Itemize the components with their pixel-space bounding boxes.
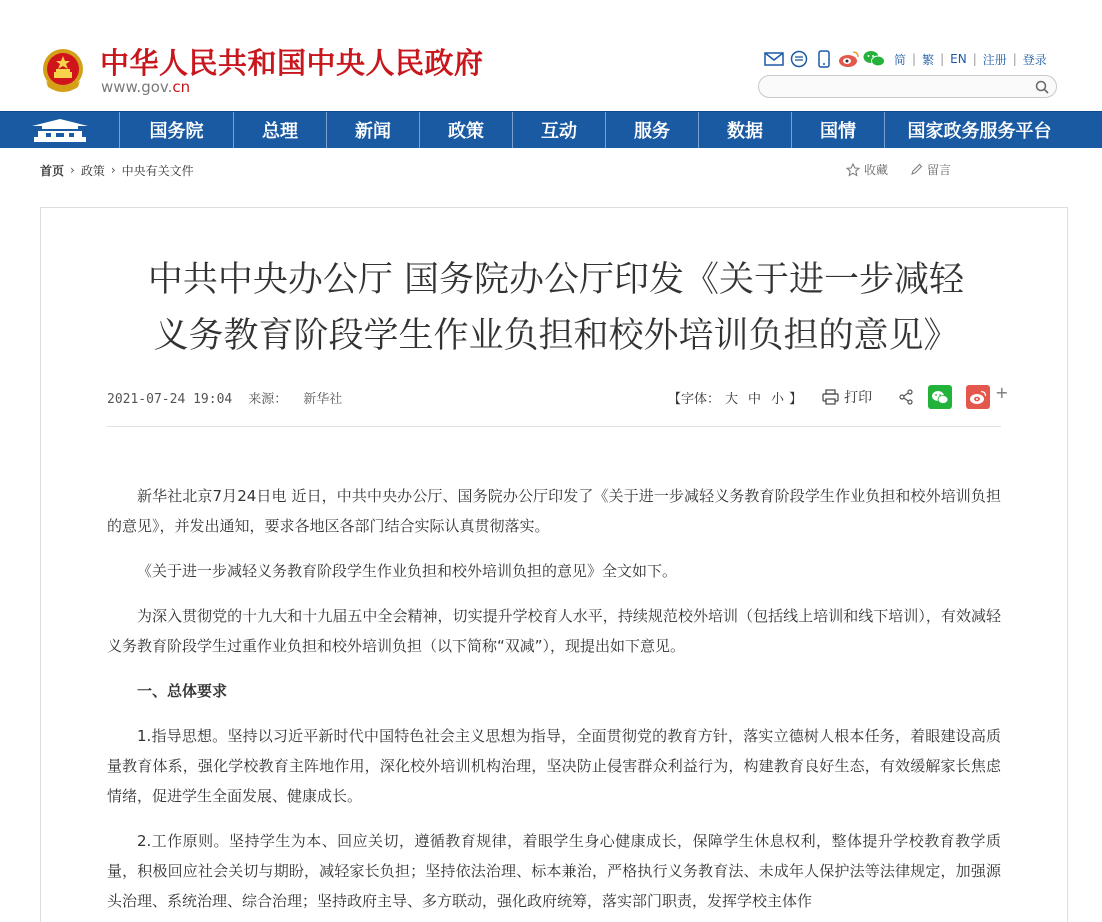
star-icon bbox=[846, 163, 860, 177]
mail-icon[interactable] bbox=[763, 49, 785, 69]
breadcrumb bbox=[40, 161, 194, 179]
print-button[interactable] bbox=[822, 387, 872, 407]
separator: | bbox=[912, 52, 917, 66]
font-close: 】 bbox=[789, 391, 803, 407]
chevron-right-icon: › bbox=[110, 163, 116, 177]
printer-icon bbox=[822, 389, 839, 405]
paragraph: 1.指导思想。坚持以习近平新时代中国特色社会主义思想为指导，全面贯彻党的教育方针，落实立德树人根本任务，着眼建设高质量教育体系，强化学校教育主阵地作用，深化校外培训机构治理，坚决防止侵害群众利益行为，构建教育良好生态，有效缓解家长焦虑情绪，促进学生全面发展、健康成长。 bbox=[107, 727, 1001, 805]
lang-traditional[interactable]: 繁 bbox=[922, 52, 935, 67]
message-label: 留言 bbox=[927, 163, 952, 177]
favorite-label: 收藏 bbox=[864, 163, 889, 177]
paragraph: 2.工作原则。坚持学生为本、回应关切，遵循教育规律，着眼学生身心健康成长，保障学生休息权利，整体提升学校教育教学质量，积极回应社会关切与期盼，减轻家长负担；坚持依法治理、标本兼治，严格执行义务教育法、未成年人保护法等法律规定，加强源头治理、系统治理、综合治理；坚持政府主导、多方联动，强化政府统筹，落实部门职责，发挥学校主体作 bbox=[107, 832, 1001, 910]
share-icon[interactable] bbox=[898, 389, 914, 405]
header-tools bbox=[763, 48, 1053, 70]
nav-item-interaction[interactable]: 互动 bbox=[513, 112, 606, 148]
search-box bbox=[758, 75, 1057, 98]
font-label: 【字体： bbox=[668, 391, 721, 407]
nav-item-services[interactable]: 服务 bbox=[606, 112, 699, 148]
search-input[interactable] bbox=[769, 78, 1029, 95]
source-label: 来源： bbox=[248, 392, 288, 407]
font-size-medium[interactable]: 中 bbox=[748, 391, 762, 407]
paragraph: 新华社北京7月24日电 近日，中共中央办公厅、国务院办公厅印发了《关于进一步减轻义务教育阶段学生作业负担和校外培训负担的意见》，并发出通知，要求各地区各部门结合实际认真贯彻落实。 bbox=[107, 487, 1001, 535]
font-size-control bbox=[668, 388, 802, 407]
nav-item-data[interactable]: 数据 bbox=[699, 112, 792, 148]
favorite-button[interactable] bbox=[846, 161, 888, 178]
separator: | bbox=[1012, 52, 1017, 66]
lang-english[interactable]: EN bbox=[950, 52, 967, 66]
login-link[interactable]: 登录 bbox=[1022, 52, 1047, 67]
article-date: 2021-07-24 19:04 bbox=[107, 392, 233, 407]
site-url[interactable] bbox=[101, 78, 190, 96]
chevron-right-icon: › bbox=[70, 163, 75, 177]
article-body bbox=[107, 481, 1001, 922]
paragraph: 《关于进一步减轻义务教育阶段学生作业负担和校外培训负担的意见》全文如下。 bbox=[137, 562, 678, 580]
register-link[interactable]: 注册 bbox=[982, 52, 1007, 67]
breadcrumb-policy[interactable]: 政策 bbox=[80, 163, 105, 178]
article-title bbox=[101, 252, 1011, 364]
message-button[interactable] bbox=[910, 161, 951, 178]
share-wechat-icon[interactable] bbox=[928, 385, 952, 409]
nav-items bbox=[120, 112, 1074, 148]
nav-item-gov-service-platform[interactable]: 国家政务服务平台 bbox=[907, 121, 1052, 142]
search-icon[interactable] bbox=[1034, 79, 1050, 95]
main-nav bbox=[0, 111, 1102, 148]
national-emblem-logo[interactable] bbox=[40, 47, 86, 97]
site-title[interactable]: 中华人民共和国中央人民政府 bbox=[100, 46, 484, 80]
separator: | bbox=[972, 52, 977, 66]
nav-home[interactable] bbox=[0, 112, 120, 148]
site-url-suffix: cn bbox=[172, 78, 191, 96]
paragraph: 为深入贯彻党的十九大和十九届五中全会精神，切实提升学校育人水平，持续规范校外培训（包括线上培训和线下培训），有效减轻义务教育阶段学生过重作业负担和校外培训负担（以下简称“双减”），现提出如下意见。 bbox=[107, 607, 1001, 655]
article-title-line1: 中共中央办公厅 国务院办公厅印发《关于进一步减轻 bbox=[147, 260, 965, 300]
nav-item-state-council[interactable]: 国务院 bbox=[120, 112, 234, 148]
separator: | bbox=[940, 52, 945, 66]
print-label: 打印 bbox=[844, 390, 873, 406]
section-heading: 一、总体要求 bbox=[137, 682, 228, 700]
divider bbox=[107, 426, 1001, 427]
nav-item-premier[interactable]: 总理 bbox=[234, 112, 327, 148]
pencil-icon bbox=[910, 163, 923, 176]
nav-item-news[interactable]: 新闻 bbox=[327, 112, 420, 148]
font-size-large[interactable]: 大 bbox=[725, 391, 739, 407]
site-header bbox=[0, 0, 1102, 111]
breadcrumb-home[interactable]: 首页 bbox=[40, 163, 65, 178]
article-panel bbox=[40, 207, 1068, 922]
comment-icon[interactable] bbox=[788, 49, 810, 69]
more-share-icon[interactable]: + bbox=[995, 382, 1009, 402]
weibo-icon[interactable] bbox=[838, 49, 860, 69]
phone-icon[interactable] bbox=[813, 49, 835, 69]
tiananmen-icon bbox=[28, 117, 92, 143]
nav-item-policy[interactable]: 政策 bbox=[420, 112, 513, 148]
page-actions bbox=[846, 161, 973, 178]
article-tools bbox=[668, 382, 1009, 409]
wechat-icon[interactable] bbox=[863, 49, 885, 69]
share-weibo-icon[interactable] bbox=[966, 385, 990, 409]
lang-simplified[interactable]: 简 bbox=[894, 52, 907, 67]
article-meta bbox=[107, 388, 358, 407]
article-source: 新华社 bbox=[303, 392, 343, 407]
article-title-line2: 义务教育阶段学生作业负担和校外培训负担的意见》 bbox=[153, 316, 959, 356]
nav-item-national-conditions[interactable]: 国情 bbox=[792, 112, 885, 148]
breadcrumb-central-documents[interactable]: 中央有关文件 bbox=[121, 163, 194, 178]
font-size-small[interactable]: 小 bbox=[771, 391, 785, 407]
site-url-prefix: www.gov. bbox=[101, 78, 173, 96]
